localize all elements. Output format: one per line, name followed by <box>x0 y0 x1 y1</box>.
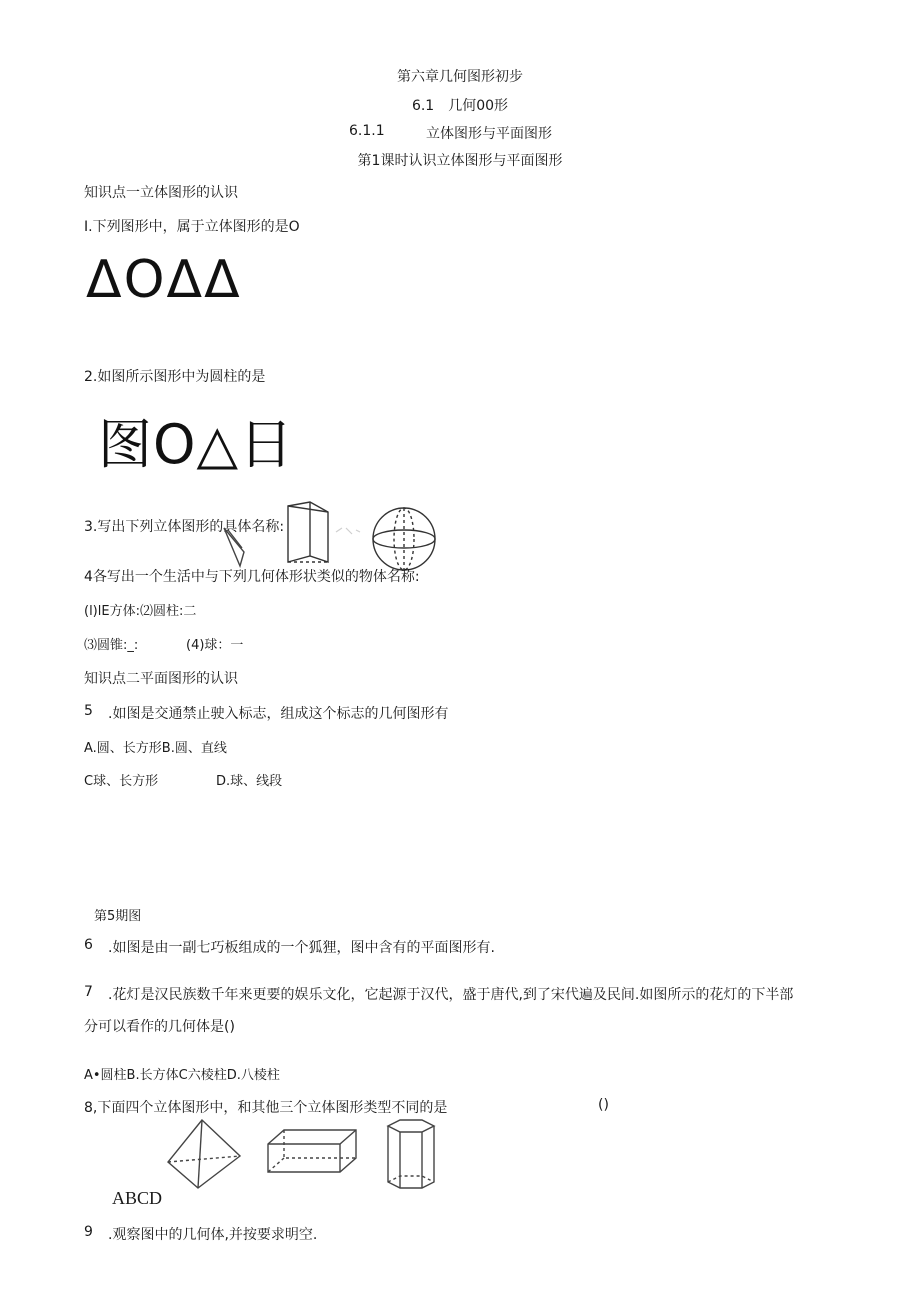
prism-figure <box>288 502 328 562</box>
sphere-figure <box>373 508 435 570</box>
knowledge-point-1: 知识点一立体图形的认识 <box>84 185 238 201</box>
question-5: .如图是交通禁止驶入标志，组成这个标志的几何图形有 <box>108 706 449 722</box>
cone-figure <box>224 528 244 566</box>
question-3: 3.写出下列立体图形的具体名称: <box>84 519 285 535</box>
question-6: .如图是由一副七巧板组成的一个狐狸，图中含有的平面图形有. <box>108 940 495 956</box>
hexagonal-prism-figure <box>388 1120 434 1188</box>
chapter-title: 第六章几何图形初步 <box>397 69 523 85</box>
pyramid-figure <box>168 1120 240 1188</box>
cuboid-figure <box>268 1130 356 1172</box>
question-2-options: 图O△日 <box>98 413 295 476</box>
question-4-line-1: (l)lE方体:⑵圆柱:二 <box>84 604 197 619</box>
question-5-option-c: C球、长方形 <box>84 774 159 789</box>
question-4-line-2b: (4)球：一 <box>186 638 244 653</box>
question-9-number: 9 <box>84 1224 93 1240</box>
question-9: .观察图中的几何体,并按要求明空. <box>108 1227 318 1243</box>
question-7-continued: 分可以看作的几何体是() <box>84 1019 235 1035</box>
subsection-title: 立体图形与平面图形 <box>426 126 552 142</box>
question-4: 4各写出一个生活中与下列几何体形状类似的物体名称: <box>84 569 420 585</box>
question-7-number: 7 <box>84 984 93 1000</box>
question-8-figures <box>160 1116 450 1200</box>
section-title: 6.1 几何00形 <box>411 98 509 114</box>
question-1-options: ΔOΔΔ <box>86 250 242 310</box>
question-8: 8,下面四个立体图形中，和其他三个立体图形类型不同的是 <box>84 1100 448 1116</box>
question-8-figure-labels: ABCD <box>112 1188 163 1208</box>
question-5-figure-caption: 第5期图 <box>94 909 142 924</box>
question-2: 2.如图所示图形中为圆柱的是 <box>84 369 266 385</box>
question-8-answer-paren: () <box>598 1097 609 1113</box>
question-6-number: 6 <box>84 937 93 953</box>
question-5-options-ab: A.圆、长方形B.圆、直线 <box>84 741 227 756</box>
question-7: .花灯是汉民族数千年来更要的娱乐文化，它起源于汉代，盛于唐代,到了宋代遍及民间.如图所示的花灯的下半部 <box>108 987 794 1003</box>
question-3-figures <box>218 498 448 572</box>
subsection-number: 6.1.1 <box>349 123 385 139</box>
question-5-option-d: D.球、线段 <box>216 774 283 789</box>
faint-smudge-figure <box>336 528 360 534</box>
question-7-options: A•圆柱B.长方体C六棱柱D.八棱柱 <box>84 1068 280 1083</box>
question-4-line-2a: ⑶圆锥:_: <box>84 638 139 653</box>
question-1: I.下列图形中，属于立体图形的是O <box>84 219 300 235</box>
question-5-number: 5 <box>84 703 93 719</box>
knowledge-point-2: 知识点二平面图形的认识 <box>84 671 238 687</box>
lesson-title: 第1课时认识立体图形与平面图形 <box>357 153 563 169</box>
